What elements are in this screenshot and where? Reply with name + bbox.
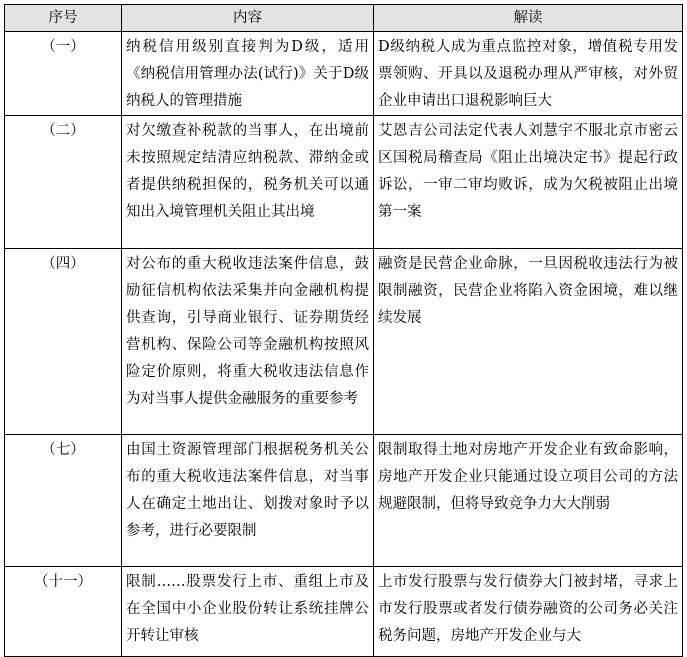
row-interp: 限制取得土地对房地产开发企业有致命影响，房地产开发企业只能通过设立项目公司的方法规避限制，但将导致竞争力大大削弱 [374,435,683,567]
row-content: 对欠缴查补税款的当事人，在出境前未按照规定结清应纳税款、滞纳金或者提供纳税担保的，税务机关可以通知出入境管理机关阻止其出境 [122,116,374,249]
table-row [5,32,683,116]
header-interp: 解读 [374,5,683,32]
row-interp: D级纳税人成为重点监控对象，增值税专用发票领购、开具以及退税办理从严审核，对外贸企业申请出口退税影响巨大 [374,32,683,116]
table-row [5,567,683,657]
table-row [5,435,683,567]
header-content: 内容 [122,5,374,32]
row-num: （四） [5,249,122,435]
row-interp: 融资是民营企业命脉，一旦因税收违法行为被限制融资，民营企业将陷入资金困境，难以继续发展 [374,249,683,435]
table-row [5,116,683,249]
measures-table [4,4,683,657]
row-num: （十一） [5,567,122,657]
row-content: 对公布的重大税收违法案件信息，鼓励征信机构依法采集并向金融机构提供查询，引导商业银行、证券期货经营机构、保险公司等金融机构按照风险定价原则，将重大税收违法信息作为对当事人提供金融服务的重要参考 [122,249,374,435]
row-content: 由国土资源管理部门根据税务机关公布的重大税收违法案件信息，对当事人在确定土地出让、划拨对象时予以参考，进行必要限制 [122,435,374,567]
row-content: 限制……股票发行上市、重组上市及在全国中小企业股份转让系统挂牌公开转让审核 [122,567,374,657]
table-header-row [5,5,683,32]
header-num: 序号 [5,5,122,32]
row-interp: 艾恩吉公司法定代表人刘慧宇不服北京市密云区国税局稽查局《阻止出境决定书》提起行政诉讼，一审二审均败诉，成为欠税被阻止出境第一案 [374,116,683,249]
table-row [5,249,683,435]
row-num: （二） [5,116,122,249]
row-content: 纳税信用级别直接判为D级，适用《纳税信用管理办法(试行)》关于D级纳税人的管理措施 [122,32,374,116]
row-num: （一） [5,32,122,116]
row-interp: 上市发行股票与发行债券大门被封堵，寻求上市发行股票或者发行债券融资的公司务必关注税务问题，房地产开发企业与大 [374,567,683,657]
row-num: （七） [5,435,122,567]
